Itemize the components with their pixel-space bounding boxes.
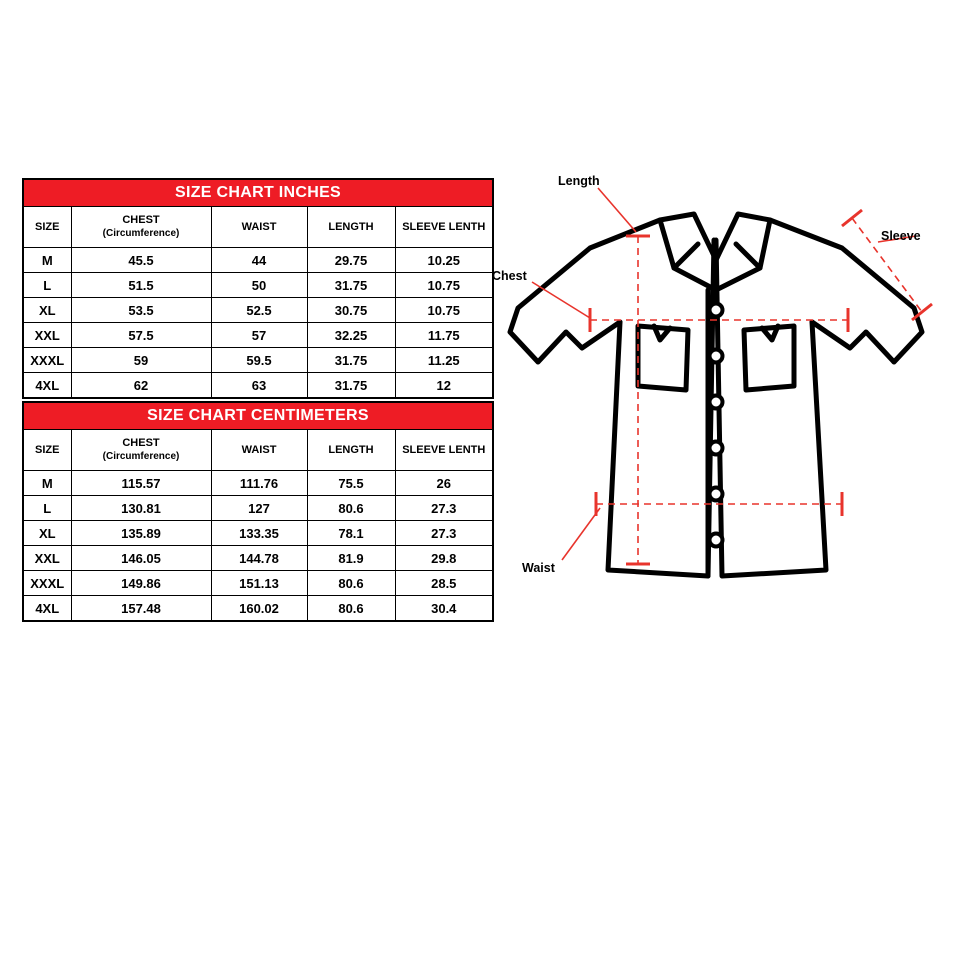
cell-size: L: [23, 273, 71, 298]
cell-size: L: [23, 496, 71, 521]
cell-chest: 57.5: [71, 323, 211, 348]
table-title-row: [23, 402, 493, 430]
cell-sleeve: 10.25: [395, 248, 493, 273]
column-header-waist: WAIST: [211, 430, 307, 471]
table-header-row: [23, 207, 493, 248]
table-header-row: [23, 430, 493, 471]
cell-size: 4XL: [23, 373, 71, 399]
sleeve-cap-top: [842, 210, 862, 226]
cell-size: 4XL: [23, 596, 71, 622]
cell-chest: 51.5: [71, 273, 211, 298]
cell-size: XL: [23, 521, 71, 546]
button-icon: [710, 350, 723, 363]
length-leader: [598, 188, 636, 232]
cell-sleeve: 12: [395, 373, 493, 399]
table-row: [23, 521, 493, 546]
table-row: [23, 348, 493, 373]
cell-waist: 160.02: [211, 596, 307, 622]
cell-length: 80.6: [307, 571, 395, 596]
table-row: [23, 273, 493, 298]
cell-chest: 62: [71, 373, 211, 399]
cell-waist: 151.13: [211, 571, 307, 596]
table-row: [23, 496, 493, 521]
cell-size: XXL: [23, 323, 71, 348]
button-icon: [710, 304, 723, 317]
cell-sleeve: 26: [395, 471, 493, 496]
shirt-svg: [470, 140, 960, 620]
button-icon: [710, 442, 723, 455]
label-waist: Waist: [522, 561, 555, 575]
cell-sleeve: 27.3: [395, 521, 493, 546]
cell-chest: 157.48: [71, 596, 211, 622]
cell-sleeve: 28.5: [395, 571, 493, 596]
cell-length: 80.6: [307, 496, 395, 521]
size-table-inches: [22, 178, 494, 399]
cell-chest: 135.89: [71, 521, 211, 546]
size-chart-inches: [22, 178, 492, 399]
cell-length: 31.75: [307, 373, 395, 399]
table-row: [23, 546, 493, 571]
cell-sleeve: 27.3: [395, 496, 493, 521]
label-sleeve: Sleeve: [881, 229, 921, 243]
cell-chest: 146.05: [71, 546, 211, 571]
cell-length: 78.1: [307, 521, 395, 546]
table-title: SIZE CHART INCHES: [23, 179, 493, 207]
chest-leader: [532, 282, 590, 318]
button-icon: [710, 396, 723, 409]
column-header-size: SIZE: [23, 430, 71, 471]
cell-length: 31.75: [307, 348, 395, 373]
table-row: [23, 471, 493, 496]
cell-chest: 130.81: [71, 496, 211, 521]
cell-sleeve: 11.75: [395, 323, 493, 348]
cell-size: XXXL: [23, 348, 71, 373]
table-row: [23, 373, 493, 399]
waist-leader: [562, 508, 600, 560]
cell-size: M: [23, 471, 71, 496]
collar-fold-right: [736, 244, 760, 268]
collar-fold-left: [674, 244, 698, 268]
cell-length: 81.9: [307, 546, 395, 571]
cell-waist: 111.76: [211, 471, 307, 496]
table-title-row: [23, 179, 493, 207]
cell-length: 75.5: [307, 471, 395, 496]
size-chart-centimeters: [22, 401, 492, 622]
cell-sleeve: 29.8: [395, 546, 493, 571]
cell-length: 31.75: [307, 273, 395, 298]
label-length: Length: [558, 174, 600, 188]
column-header-chest: CHEST (Circumference): [71, 207, 211, 248]
table-row: [23, 596, 493, 622]
cell-sleeve: 10.75: [395, 273, 493, 298]
column-header-waist: WAIST: [211, 207, 307, 248]
label-chest: Chest: [492, 269, 527, 283]
cell-chest: 115.57: [71, 471, 211, 496]
cell-chest: 59: [71, 348, 211, 373]
body-left-outline: [608, 240, 714, 576]
cell-size: XXL: [23, 546, 71, 571]
size-table-centimeters: [22, 401, 494, 622]
table-title: SIZE CHART CENTIMETERS: [23, 402, 493, 430]
shirt-diagram: [470, 140, 960, 620]
cell-chest: 45.5: [71, 248, 211, 273]
cell-length: 30.75: [307, 298, 395, 323]
body-right-outline: [716, 240, 826, 576]
cell-sleeve: 11.25: [395, 348, 493, 373]
cell-waist: 59.5: [211, 348, 307, 373]
cell-size: XL: [23, 298, 71, 323]
cell-chest: 149.86: [71, 571, 211, 596]
column-header-length: LENGTH: [307, 430, 395, 471]
cell-waist: 133.35: [211, 521, 307, 546]
cell-waist: 52.5: [211, 298, 307, 323]
cell-chest: 53.5: [71, 298, 211, 323]
cell-waist: 127: [211, 496, 307, 521]
cell-sleeve: 10.75: [395, 298, 493, 323]
cell-waist: 50: [211, 273, 307, 298]
table-row: [23, 323, 493, 348]
table-row: [23, 571, 493, 596]
cell-length: 29.75: [307, 248, 395, 273]
table-row: [23, 298, 493, 323]
button-icon: [710, 534, 723, 547]
cell-length: 80.6: [307, 596, 395, 622]
cell-length: 32.25: [307, 323, 395, 348]
column-header-sleeve-length: SLEEVE LENTH: [395, 430, 493, 471]
column-header-sleeve-length: SLEEVE LENTH: [395, 207, 493, 248]
column-header-size: SIZE: [23, 207, 71, 248]
column-header-chest: CHEST (Circumference): [71, 430, 211, 471]
cell-waist: 63: [211, 373, 307, 399]
cell-waist: 57: [211, 323, 307, 348]
cell-waist: 44: [211, 248, 307, 273]
cell-size: XXXL: [23, 571, 71, 596]
cell-sleeve: 30.4: [395, 596, 493, 622]
column-header-length: LENGTH: [307, 207, 395, 248]
table-row: [23, 248, 493, 273]
button-icon: [710, 488, 723, 501]
cell-waist: 144.78: [211, 546, 307, 571]
cell-size: M: [23, 248, 71, 273]
